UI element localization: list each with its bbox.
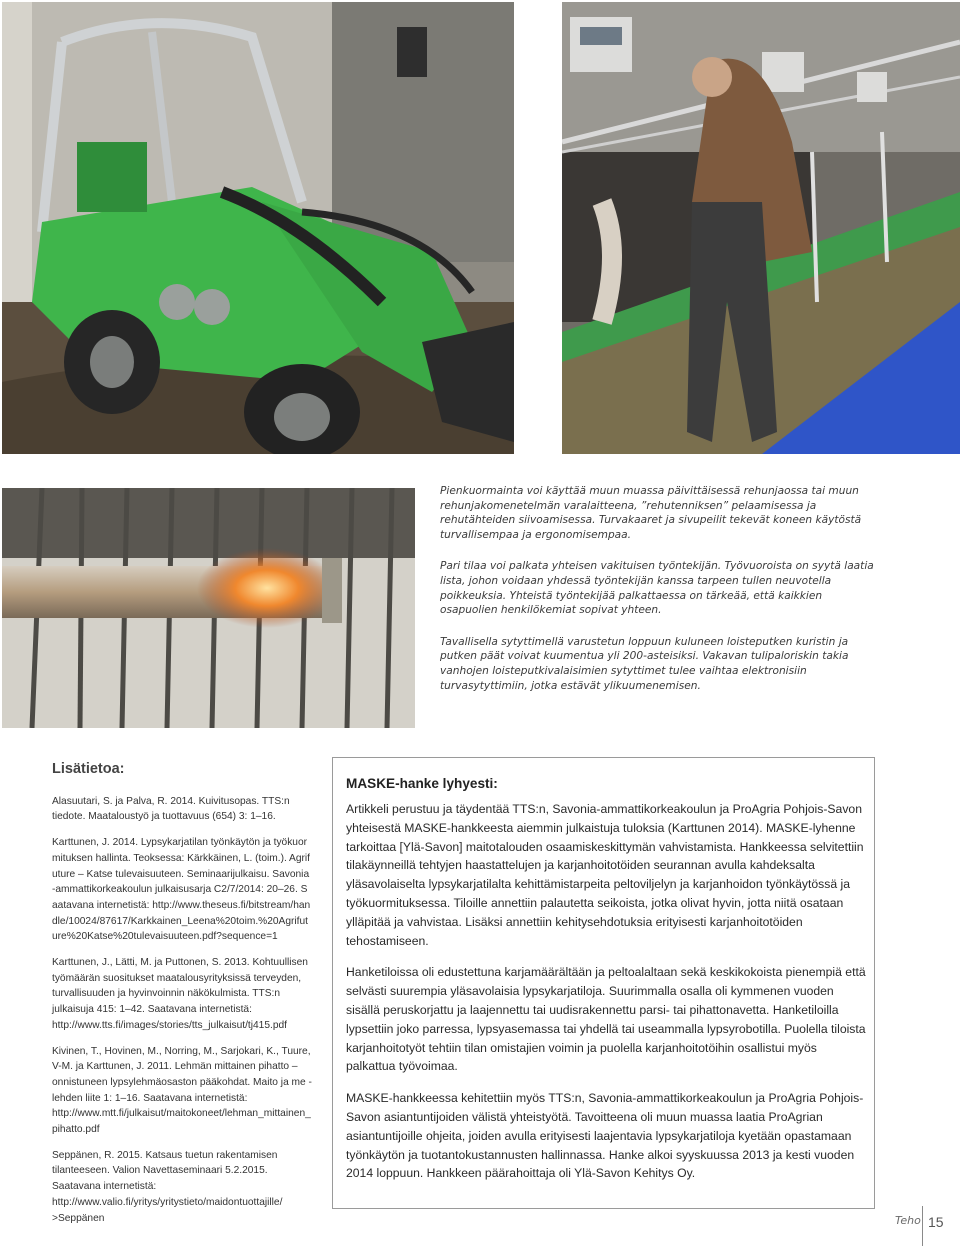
reference-item: Karttunen, J., Lätti, M. ja Puttonen, S. 2013. Kohtuullisen työmäärän suositukset maatalousyrityksissä terveyden, turvallisuuden ja hyvinvoinnin näkökulmista. TTS:n julkaisuja 415: 1–42. Saatavana internetistä: http://www.tts.fi/images/stories/tts_julkaisut/tj415.pdf bbox=[52, 957, 308, 1031]
caption-tube: Tavallisella sytyttimellä varustetun loppuun kuluneen loisteputken kuristin ja putken päät voivat kuumentua yli 200-asteisiksi. Vakavan tulipaloriskin takia vanhojen loisteputkivalaisimien sytyttimet tulee vaihtaa elektronisiin turvasytyttimiin, jotka estävät ylikuumenemisen. bbox=[440, 635, 849, 692]
page-number: 15 bbox=[928, 1214, 944, 1230]
reference-item: Alasuutari, S. ja Palva, R. 2014. Kuivitusopas. TTS:n tiedote. Maataloustyö ja tuottavuus (654) 3: 1–16. bbox=[52, 795, 290, 823]
caption-loader: Pienkuormainta voi käyttää muun muassa päivittäisessä rehunjaossa tai muun rehunjakomenetelmän varalaitteena, ”rehutenniksen” pelaamisessa ja rehutähteiden siivoamisessa. Turvakaaret ja sivupeilit tekevät koneen käytöstä turvallisempaa ja ergonomisempaa. bbox=[440, 485, 862, 541]
references-column bbox=[52, 762, 312, 1236]
maske-paragraph: Artikkeli perustuu ja täydentää TTS:n, Savonia-ammattikorkeakoulun ja ProAgria Pohjois-Savon yhteisestä MASKE-hankkeesta aiemmin julkaistuja tuloksia (Karttunen 2014). MASKE-lyhenne tarkoittaa [Ylä-Savon] maitotalouden osaamiskeskittymän vahvistamista. Hankkeessa selvitettiin tilakäynneillä tehtyjen haastattelujen ja karjanhoitotöiden seurannan avulla kahdeksalta yläsavolaiselta lypsykarjatilalta kehittämistarpeita peltoviljelyn ja karjanhoidon työnkäytössä ja työkuormituksessa. Tiloille annettiin palautetta seikoista, jotka olivat hyvin, jotta niitä osataan ylläpitää ja vahvistaa. Lisäksi annettiin kehitysehdotuksia erityisesti karjanhoitotöiden tehostamiseen. bbox=[346, 802, 864, 948]
maske-paragraph: Hanketiloissa oli edustettuna karjamäärältään ja peltoalaltaan sekä keskikokoista pienempiä että selvästi suurempia yläsavolaisia lypsykarjatiloja. Suurimmalla osalla oli kymmenen vuoden sisällä peruskorjattu ja laajennettu tai uudisrakennettu parsi- tai pihattonavetta. Hanketiloilla lypsettiin joko parressa, lypsyasemassa tai yhdellä tai useammalla lypsyrobotilla. Puolella tiloista karjanhoitotyöt tehtiin tilan omistajien voimin ja puolella karjanhoitotöihin osallistui myös palkattua työvoimaa. bbox=[346, 965, 866, 1074]
maske-info-box bbox=[332, 757, 875, 1209]
fluorescent-tube-photo bbox=[2, 488, 415, 728]
footer-divider bbox=[922, 1206, 923, 1246]
references-heading: Lisätietoa: bbox=[52, 761, 125, 777]
publication-name: Teho bbox=[895, 1214, 921, 1227]
maske-paragraph: MASKE-hankkeessa kehitettiin myös TTS:n, Savonia-ammattikorkeakoulun ja ProAgria Pohjois-Savon asiantuntijoiden välistä yhteistyötä. Tavoitteena oli muun muassa laatia ProAgrian asiantuntijoille ohjeita, joiden avulla erityisesti laajentavia lypsykarjatiloja kyetään opastamaan työnkäytön ja tuotantokustannusten hallinnassa. Hanke alkoi syyskuussa 2013 ja kesti vuoden 2014 loppuun. Hankkeen päärahoittaja oli Ylä-Savon Kehitys Oy. bbox=[346, 1091, 864, 1181]
maske-heading: MASKE-hanke lyhyesti: bbox=[346, 776, 498, 791]
milking-parlour-photo bbox=[562, 2, 960, 454]
caption-milking: Pari tilaa voi palkata yhteisen vakituisen työntekijän. Työvuoroista on syytä laatia lista, johon voidaan yhdessä työntekijän kanssa tarpeen tullen neuvotella poikkeuksia. Yhteistä työntekijää palkattaessa on tärkeää, että kaikkien osapuolien henkilökemiat sopivat yhteen. bbox=[440, 560, 874, 617]
photo-captions bbox=[440, 484, 880, 710]
reference-item: Karttunen, J. 2014. Lypsykarjatilan työnkäytön ja työkuormituksen hallinta. Teoksessa: Kärkkäinen, L. (toim.). Agrifuture – Katse tulevaisuuteen. Seminaarijulkaisu. Savonia-ammattikorkeakoulun julkaisusarja C2/7/2014: 20–26. Saatavana internetistä: http://www.theseus.fi/bitstream/handle/10024/87617/Karkkainen_Leena%20toim.%20Agrifuture%20Katse%20tulevaisuuteen.pdf?sequence=1 bbox=[52, 837, 311, 943]
compact-loader-photo bbox=[2, 2, 514, 454]
reference-item: Seppänen, R. 2015. Katsaus tuetun rakentamisen tilanteeseen. Valion Navettaseminaari 5.2.2015. Saatavana internetistä: http://www.valio.fi/yritys/yritystieto/maidontuottajille/ >Seppänen bbox=[52, 1149, 283, 1224]
reference-item: Kivinen, T., Hovinen, M., Norring, M., Sarjokari, K., Tuure, V-M. ja Karttunen, J. 2011. Lehmän mittainen pihatto – onnistuneen lypsylehmäosaston pääkohdat. Maito ja me -lehden liite 1: 1–16. Saatavana internetistä: http://www.mtt.fi/julkaisut/maitokoneet/lehman_mittainen_pihatto.pdf bbox=[52, 1045, 312, 1136]
